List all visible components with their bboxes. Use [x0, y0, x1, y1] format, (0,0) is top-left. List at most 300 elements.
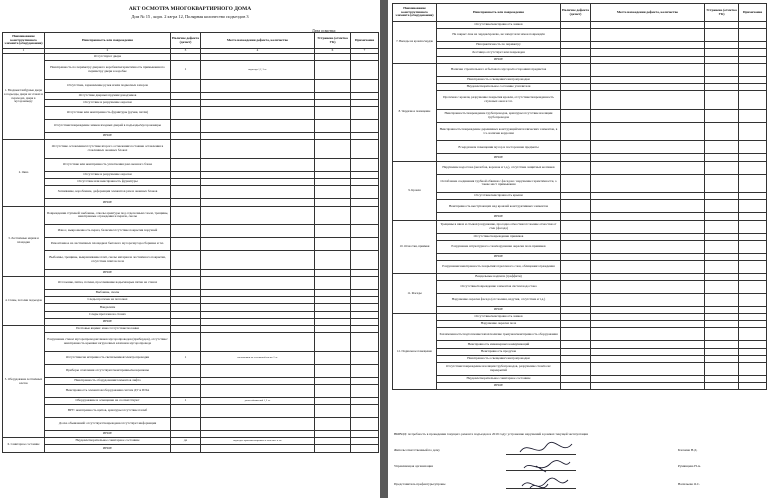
note-cell: [739, 355, 767, 362]
note-cell: [739, 293, 767, 306]
header-fixed: Устранено (отметка УК): [315, 33, 351, 49]
section-name: 4. Стены, потолки подъездов: [3, 277, 45, 326]
presence-cell: [171, 186, 201, 199]
issue-cell: ИНОЕ: [45, 199, 171, 206]
location-cell: [201, 418, 315, 431]
presence-cell: [561, 240, 591, 253]
column-number: 6: [315, 49, 351, 54]
note-cell: [739, 91, 767, 110]
act-title: АКТ ОСМОТРА МНОГОКВАРТИРНОГО ДОМА: [128, 6, 252, 12]
table-row: [3, 277, 379, 290]
column-number: 1: [3, 49, 45, 54]
location-cell: [591, 76, 705, 83]
header-element: Наименование конструктивного элемента (оборудования): [3, 33, 45, 49]
issue-cell: Отсутствие или неисправность фурнитуры (ручки, петли): [45, 107, 171, 120]
location-cell: [591, 220, 705, 233]
presence-cell: [561, 200, 591, 213]
presence-cell: [171, 418, 201, 431]
note-cell: [351, 333, 379, 352]
issue-cell: Почтовые ящики: износ/отсутствие/поломки: [45, 325, 171, 332]
column-number: 3: [171, 49, 201, 54]
issue-cell: В чердачном помещении мусор и посторонние предметы: [437, 141, 561, 154]
presence-cell: 1: [171, 61, 201, 80]
fixed-cell: [315, 140, 351, 159]
table-row: [393, 213, 767, 220]
issue-cell: Неисправность выступающих над кровлей конструктивных элементов: [437, 200, 561, 213]
fixed-cell: [705, 22, 739, 29]
table-row: [3, 206, 379, 225]
issue-cell: Неисправность продухов: [437, 348, 561, 355]
table-row: [3, 120, 379, 133]
table-row: [393, 375, 767, 382]
fixed-cell: [705, 42, 739, 49]
table-row: [3, 304, 379, 311]
issue-cell: Выбоины, сколы: [45, 290, 171, 297]
issue-cell: Разрушение стекол мусоропроводов/люков мусоропроводов (прибордов), отсутствие/неисправность крышки загрузочных клапанов мусоропровода: [45, 333, 171, 352]
presence-cell: [561, 49, 591, 56]
table-row: [3, 351, 379, 364]
presence-cell: [171, 140, 201, 159]
presence-cell: [561, 293, 591, 306]
note-cell: [739, 306, 767, 313]
note-cell: [739, 213, 767, 220]
location-cell: [201, 179, 315, 186]
location-cell: [201, 277, 315, 290]
fixed-cell: [705, 240, 739, 253]
location-cell: [201, 238, 315, 251]
location-cell: [201, 318, 315, 325]
table-row: [393, 321, 767, 328]
issue-cell: Нарушение водостока (желобов, воронок и т.д.), отсутствие защитных колпаков: [437, 161, 561, 174]
fixed-cell: [315, 297, 351, 304]
presence-cell: [171, 277, 201, 290]
table-row: [393, 91, 767, 110]
fixed-cell: [315, 405, 351, 418]
location-cell: [591, 293, 705, 306]
issue-cell: Износ, выкрошенность перил, балясин/отсутствие покрытия поручней: [45, 225, 171, 238]
section-name: 1. Входные/тамбурные двери в подъезды, двери на этажах и переходах, двери в мусорокамеру: [3, 54, 45, 140]
issue-cell: ИНОЕ: [45, 430, 171, 437]
table-row: [393, 154, 767, 161]
presence-cell: [171, 120, 201, 133]
section-name: 8. Чердачное помещение: [393, 63, 437, 161]
table-row: [3, 445, 379, 452]
presence-cell: [561, 122, 591, 141]
note-cell: [739, 200, 767, 213]
location-cell: [201, 430, 315, 437]
fixed-cell: [315, 120, 351, 133]
presence-cell: [561, 63, 591, 76]
issue-cell: Неисправность по периметру дверного коробки/негерметичность примыкания по периметру двери к коробке: [45, 61, 171, 80]
presence-cell: [561, 56, 591, 63]
fixed-cell: [315, 325, 351, 332]
note-cell: [351, 199, 379, 206]
note-cell: [739, 220, 767, 233]
fixed-cell: [705, 193, 739, 200]
header-note: Примечание: [739, 4, 767, 22]
fixed-cell: [705, 200, 739, 213]
note-cell: [351, 430, 379, 437]
header-fixed: Устранено (отметка УК): [705, 4, 739, 22]
presence-cell: [171, 179, 201, 186]
table-row: [393, 29, 767, 42]
fixed-cell: [705, 154, 739, 161]
location-cell: [201, 100, 315, 107]
issue-cell: Отсутствие, заржавление ручек и/или подвесных запоров: [45, 79, 171, 92]
issue-cell: Загнивание, коробление, деформация элементов рам и оконных блоков: [45, 186, 171, 199]
fixed-cell: [705, 348, 739, 355]
signature-role-1: Управляющая организация: [394, 464, 433, 468]
fixed-cell: [315, 290, 351, 297]
presence-cell: [171, 430, 201, 437]
presence-cell: [561, 91, 591, 110]
act-page-1: [0, 0, 380, 498]
table-row: [3, 133, 379, 140]
presence-cell: [561, 76, 591, 83]
presence-cell: [561, 328, 591, 341]
table-row: [3, 430, 379, 437]
fixed-cell: [705, 109, 739, 122]
presence-cell: [561, 161, 591, 174]
fixed-cell: [705, 161, 739, 174]
issue-cell: Неисправность оборудования/элементов лифта: [45, 377, 171, 384]
table-row: [393, 56, 767, 63]
fixed-cell: [315, 318, 351, 325]
issue-cell: Отсутствие/неисправность замков: [437, 22, 561, 29]
table-row: [393, 273, 767, 280]
location-cell: [591, 233, 705, 240]
fixed-cell: [315, 364, 351, 377]
issue-cell: ИНОЕ: [45, 133, 171, 140]
note-cell: [351, 172, 379, 179]
table-row: [3, 418, 379, 431]
issue-cell: Оборудование и освещение не соответствуют: [45, 397, 171, 404]
presence-cell: [561, 280, 591, 293]
location-cell: [591, 154, 705, 161]
issue-cell: ИНОЕ: [437, 383, 561, 390]
presence-cell: [561, 341, 591, 348]
location-cell: доски объявлений 1, 2 ст.: [201, 397, 315, 404]
table-row: [3, 238, 379, 251]
location-cell: [201, 120, 315, 133]
presence-cell: [561, 193, 591, 200]
presence-cell: [561, 42, 591, 49]
location-cell: [201, 159, 315, 172]
note-cell: [739, 161, 767, 174]
fixed-cell: [315, 100, 351, 107]
fixed-cell: [705, 29, 739, 42]
note-cell: [351, 179, 379, 186]
note-cell: [351, 206, 379, 225]
note-cell: [351, 186, 379, 199]
location-cell: [201, 172, 315, 179]
table-row: [393, 174, 767, 193]
table-row: [3, 61, 379, 80]
issue-cell: Отсутствие/не исправность светильников/электропроводки: [45, 351, 171, 364]
location-cell: [201, 199, 315, 206]
issue-cell: Нарушение окраски пола: [437, 321, 561, 328]
section-name: 7. Выходы на кровлю/чердак: [393, 22, 437, 64]
location-cell: [201, 186, 315, 199]
table-row: [3, 92, 379, 99]
header-presence: Наличие дефекта (да/нет): [561, 4, 591, 22]
location-cell: [591, 240, 705, 253]
presence-cell: [171, 54, 201, 61]
presence-cell: [171, 92, 201, 99]
header-location: Место нахождения дефекта, количество: [201, 33, 315, 49]
section-name: 11. Фасады: [393, 273, 437, 313]
issue-cell: Неисправность/повреждение деревянных конструкций/металлических элементов, в т.ч. наличие коррозии: [437, 122, 561, 141]
issue-cell: Отсутствие и разрушение окраски: [45, 100, 171, 107]
issue-cell: Отсутствие/неисправность крыши: [437, 193, 561, 200]
note-cell: [739, 260, 767, 273]
note-cell: [351, 438, 379, 445]
location-cell: [591, 260, 705, 273]
section-name: 3. Лестничные марши и площадки: [3, 206, 45, 277]
table-row: [3, 405, 379, 418]
fixed-cell: [315, 277, 351, 290]
note-cell: [739, 383, 767, 390]
location-cell: [201, 107, 315, 120]
header-element: Наименование конструктивного элемента (оборудования): [393, 4, 437, 22]
fixed-cell: [315, 199, 351, 206]
note-cell: [351, 405, 379, 418]
location-cell: [591, 348, 705, 355]
fixed-cell: [705, 174, 739, 193]
issue-cell: ИНОЕ: [437, 154, 561, 161]
issue-cell: Доска объявлений: отсутствует/повреждена/отсутствует информация: [45, 418, 171, 431]
fixed-cell: [315, 397, 351, 404]
location-cell: [201, 92, 315, 99]
issue-cell: ВРУ: неисправность щитов, арматуры/отсутствие пломб: [45, 405, 171, 418]
signature-role-2: Представитель префектуры/управы: [394, 482, 446, 486]
column-number: 2: [45, 49, 171, 54]
note-cell: [351, 269, 379, 276]
note-cell: [739, 233, 767, 240]
location-cell: [591, 213, 705, 220]
location-cell: [591, 29, 705, 42]
note-cell: [739, 42, 767, 49]
location-cell: [591, 314, 705, 321]
note-cell: [739, 22, 767, 29]
location-cell: [591, 141, 705, 154]
note-cell: [351, 107, 379, 120]
table-row: [393, 200, 767, 213]
fixed-cell: [705, 321, 739, 328]
issue-cell: ИНОЕ: [437, 56, 561, 63]
issue-cell: Захламленность/подтопление/запах/наличие грызунов/неисправность оборудования: [437, 328, 561, 341]
table-row: [393, 260, 767, 273]
note-cell: [739, 76, 767, 83]
issue-cell: Вандальные надписи (граффити): [437, 273, 561, 280]
fixed-cell: [705, 328, 739, 341]
act-subtitle: Дом № 15 , корп. 2 кв-ра 12, Полярная количество подъездов 3: [131, 14, 249, 19]
issue-cell: Отсутствие дверных пружин/доводчиков: [45, 92, 171, 99]
presence-cell: [171, 290, 201, 297]
table-row: [393, 22, 767, 29]
note-cell: [351, 225, 379, 238]
table-row: [393, 122, 767, 141]
presence-cell: [561, 141, 591, 154]
fixed-cell: [315, 269, 351, 276]
issue-cell: Вандализм: [45, 304, 171, 311]
fixed-cell: [315, 438, 351, 445]
issue-cell: Протечки с кровли, разрушение покрытия кровли, отсутствие/поврежденность слуховых окон и т.п.: [437, 91, 561, 110]
presence-cell: [171, 199, 201, 206]
fixed-cell: [705, 63, 739, 76]
presence-cell: [171, 297, 201, 304]
section-name: 6. Санитарное состояние: [3, 438, 45, 452]
note-cell: [351, 277, 379, 290]
section-name: 5. Оборудование лестничных клеток: [3, 325, 45, 437]
note-cell: [351, 133, 379, 140]
fixed-cell: [705, 280, 739, 293]
handwritten-signature-icon: [516, 438, 576, 498]
presence-cell: [171, 79, 201, 92]
note-cell: [351, 297, 379, 304]
note-cell: [351, 54, 379, 61]
location-cell: [591, 321, 705, 328]
note-cell: [351, 445, 379, 452]
presence-cell: [171, 318, 201, 325]
presence-cell: [561, 355, 591, 362]
fixed-cell: [705, 83, 739, 90]
location-cell: [591, 375, 705, 382]
presence-cell: [561, 109, 591, 122]
table-row: [393, 109, 767, 122]
signature-name-1: Румянцева Н.А.: [678, 464, 701, 468]
location-cell: [591, 63, 705, 76]
table-row: [3, 54, 379, 61]
fixed-cell: [315, 311, 351, 318]
issue-cell: Не закрыт люк на чердак/кровлю, не заперт или замок повреждён: [437, 29, 561, 42]
note-cell: [739, 362, 767, 375]
table-row: [393, 193, 767, 200]
table-row: [3, 438, 379, 445]
header-location: Место нахождения дефекта, количество: [591, 4, 705, 22]
fixed-cell: [705, 220, 739, 233]
note-cell: [739, 154, 767, 161]
issue-cell: Отсутствие/повреждение элементов систем водостока: [437, 280, 561, 293]
presence-cell: [171, 325, 201, 332]
presence-cell: [171, 333, 201, 352]
location-cell: [201, 297, 315, 304]
presence-cell: [171, 269, 201, 276]
note-cell: [739, 56, 767, 63]
table-row: [393, 233, 767, 240]
table-row: [393, 348, 767, 355]
fixed-cell: [705, 49, 739, 56]
table-row: [3, 384, 379, 397]
section-name: 9. Кровля: [393, 161, 437, 220]
location-cell: [201, 54, 315, 61]
presence-cell: [561, 321, 591, 328]
note-cell: [351, 377, 379, 384]
note-cell: [351, 290, 379, 297]
presence-cell: [561, 362, 591, 375]
table-row: [393, 220, 767, 233]
table-row: [393, 83, 767, 90]
table-row: [3, 140, 379, 159]
presence-cell: [561, 233, 591, 240]
fixed-cell: [315, 79, 351, 92]
issue-cell: Неисправность/повреждение трубопроводов, арматуры/отсутствие изоляции трубопроводов: [437, 109, 561, 122]
note-cell: [739, 49, 767, 56]
issue-cell: Следы протечек на стенах: [45, 311, 171, 318]
issue-cell: Отсутствие или неисправность уплотнения рам оконного блока: [45, 159, 171, 172]
fixed-cell: [315, 172, 351, 179]
issue-cell: Выбоины, трещины, выкрашивание плит, сколы материала лестничного покрытия, отсутствие плиток пола: [45, 251, 171, 270]
issue-cell: ИНОЕ: [437, 253, 561, 260]
inspection-table-2: [392, 3, 767, 390]
location-cell: [591, 280, 705, 293]
note-cell: [351, 61, 379, 80]
note-cell: [739, 273, 767, 280]
note-cell: [739, 122, 767, 141]
presence-cell: [171, 238, 201, 251]
issue-cell: Неудовлетворительное состояние утеплителя: [437, 83, 561, 90]
location-cell: [201, 333, 315, 352]
location-cell: [591, 383, 705, 390]
table-row: [3, 251, 379, 270]
location-cell: [591, 109, 705, 122]
location-cell: [591, 328, 705, 341]
act-page-2: [388, 0, 768, 498]
table-row: [393, 314, 767, 321]
location-cell: [591, 306, 705, 313]
note-cell: [739, 240, 767, 253]
issue-cell: Неисправность освещения/электропроводки: [437, 76, 561, 83]
table-row: [3, 311, 379, 318]
fixed-cell: [315, 225, 351, 238]
presence-cell: [171, 384, 201, 397]
table-row: [393, 161, 767, 174]
location-cell: [201, 269, 315, 276]
location-cell: [201, 311, 315, 318]
fixed-cell: [315, 445, 351, 452]
fixed-cell: [705, 260, 739, 273]
presence-cell: [171, 107, 201, 120]
location-cell: [591, 22, 705, 29]
issue-cell: Неисправность освещения/электропроводки: [437, 355, 561, 362]
header-note: Примечание: [351, 33, 379, 49]
fixed-cell: [315, 238, 351, 251]
note-cell: [739, 375, 767, 382]
location-cell: [591, 161, 705, 174]
table-row: [393, 362, 767, 375]
table-row: [393, 280, 767, 293]
table-row: [393, 328, 767, 341]
presence-cell: [561, 174, 591, 193]
fixed-cell: [315, 304, 351, 311]
fixed-cell: [315, 351, 351, 364]
table-row: [393, 49, 767, 56]
issue-cell: Неисправность инженерных коммуникаций: [437, 341, 561, 348]
location-cell: [201, 140, 315, 159]
table-row: [3, 199, 379, 206]
issue-cell: ИНОЕ: [45, 318, 171, 325]
location-cell: [591, 273, 705, 280]
fixed-cell: [705, 253, 739, 260]
note-cell: [739, 253, 767, 260]
table-row: [393, 253, 767, 260]
fixed-cell: [705, 56, 739, 63]
presence-cell: [171, 311, 201, 318]
presence-cell: [561, 306, 591, 313]
location-cell: [201, 304, 315, 311]
note-cell: [739, 348, 767, 355]
presence-cell: [171, 133, 201, 140]
